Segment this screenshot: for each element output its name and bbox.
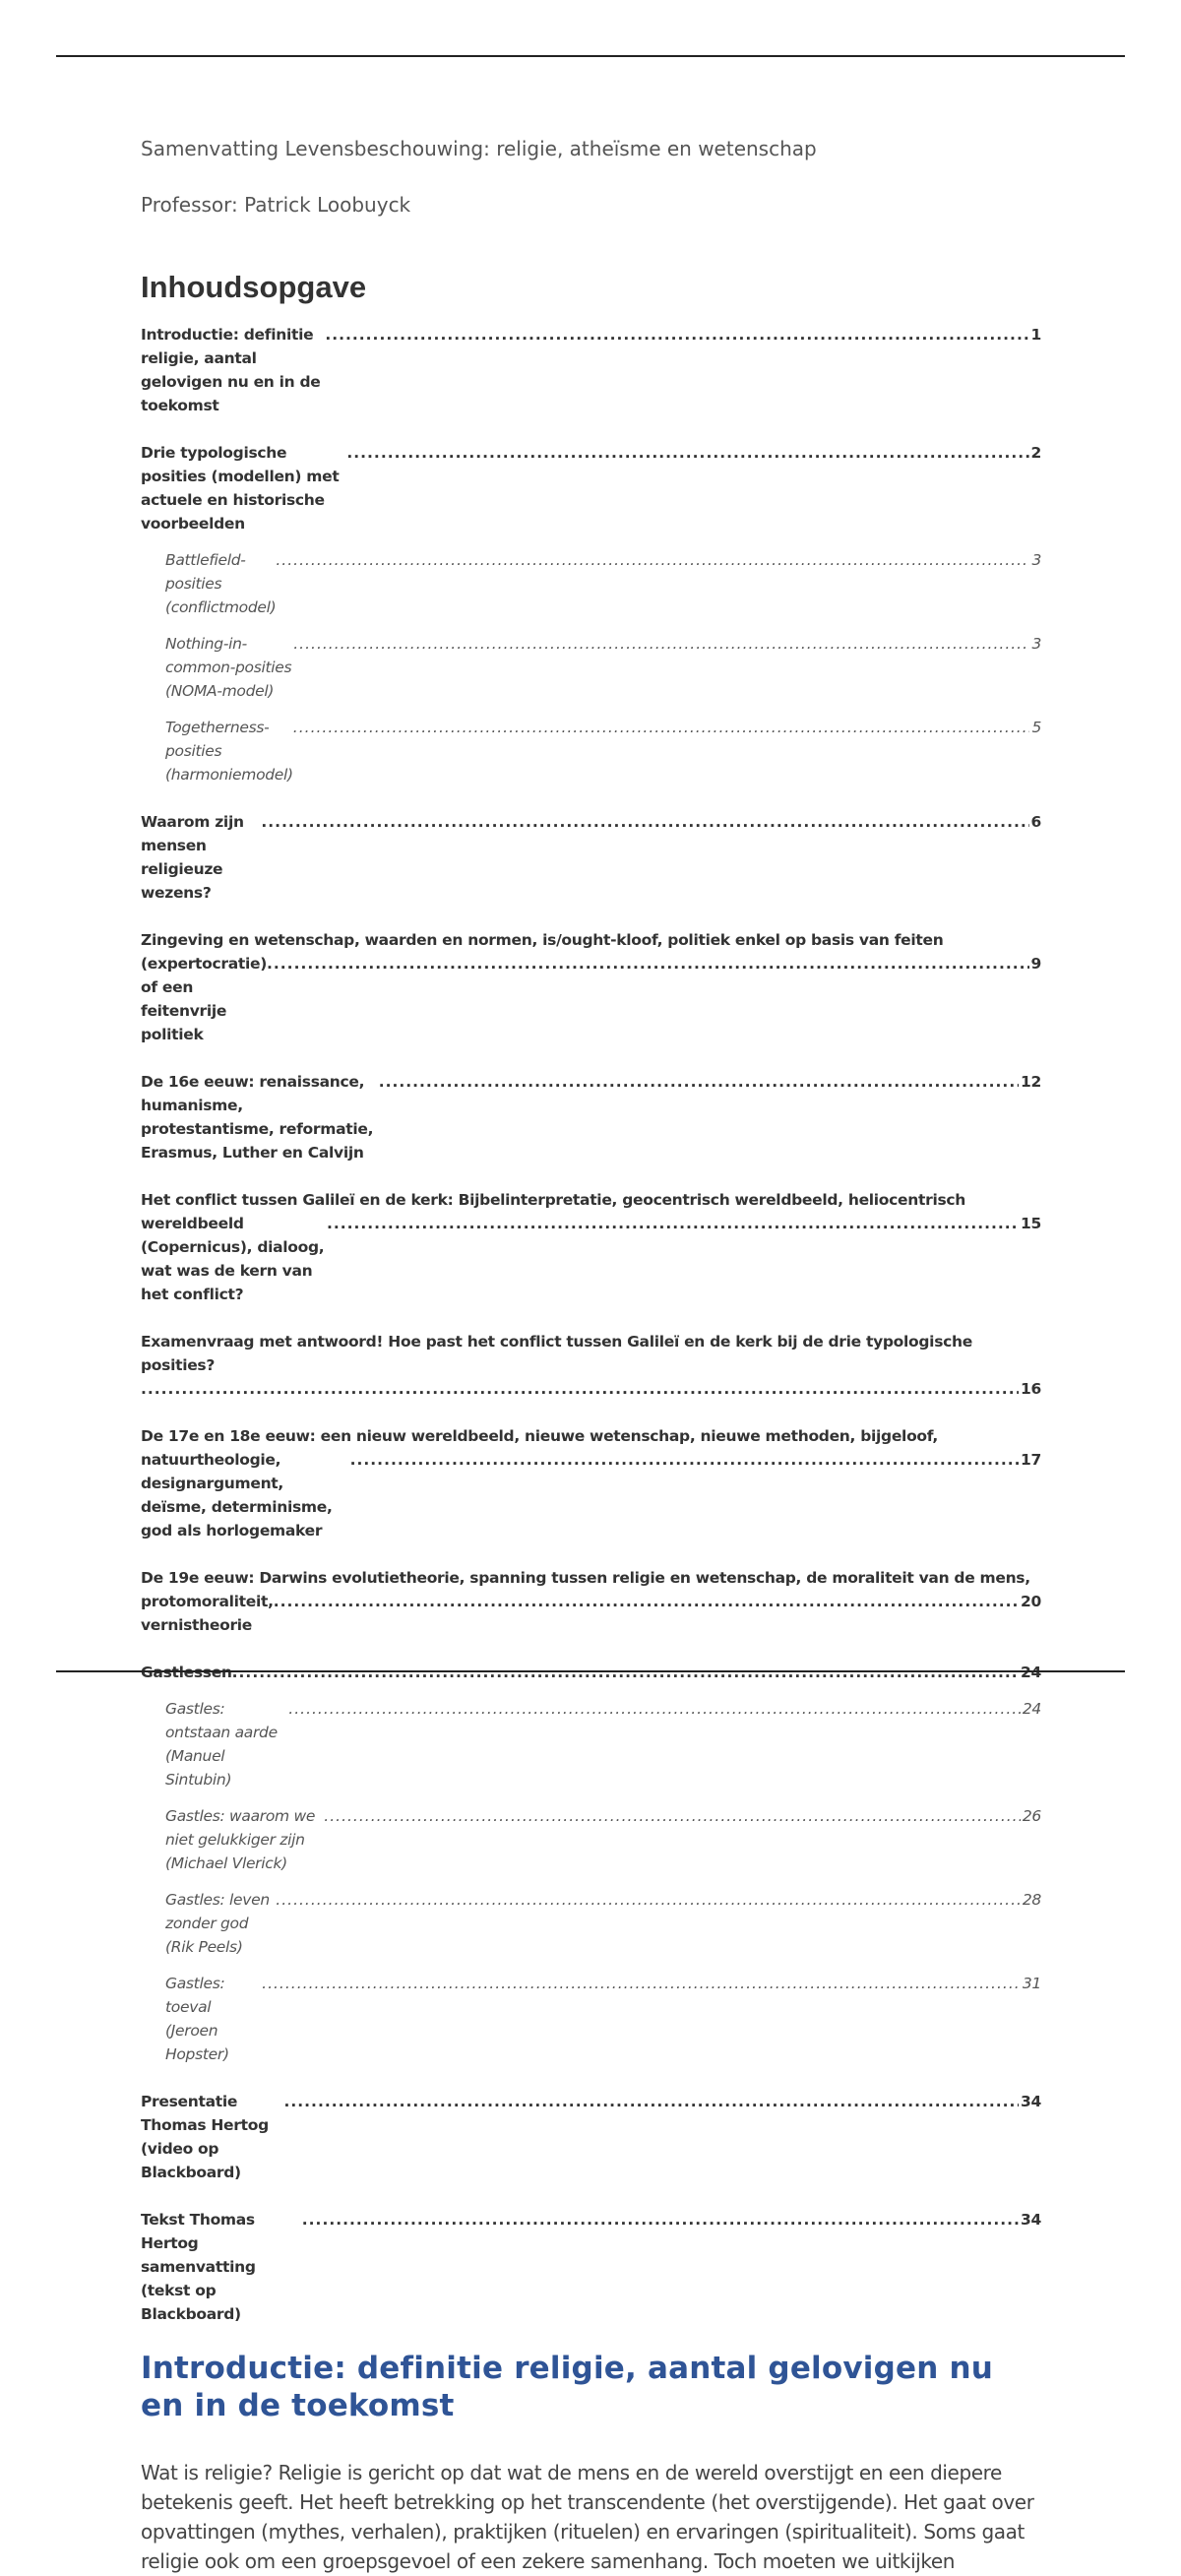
toc-dot-leader (379, 1070, 1019, 1094)
toc-dot-leader (141, 1377, 1019, 1401)
toc-entry-text: Presentatie Thomas Hertog (video op Blackboard) (141, 2093, 269, 2182)
toc-dot-leader (261, 810, 1028, 834)
toc-subentry[interactable] (141, 1888, 1041, 1959)
toc-page-number: 31 (1022, 1975, 1041, 1993)
toc-entry-line (165, 1697, 1041, 1791)
toc-entry[interactable] (141, 1188, 1041, 1306)
toc-entry-line (165, 548, 1041, 619)
toc-page-number: 6 (1030, 813, 1041, 832)
toc-dot-leader (276, 548, 1029, 572)
toc-entry[interactable] (141, 1330, 1041, 1401)
toc-dot-leader (325, 323, 1028, 346)
toc-entry-text: Gastles: ontstaan aarde (Manuel Sintubin) (165, 1700, 278, 1790)
document-title: Samenvatting Levensbeschouwing: religie, atheïsme en wetenschap (141, 137, 817, 160)
toc-entry-text: Battlefield-posities (conflictmodel) (165, 551, 277, 617)
toc-entry-text: Drie typologische posities (modellen) met actuele en historische voorbeelden (141, 444, 340, 534)
toc-page-number: 17 (1021, 1451, 1041, 1470)
toc-subentry[interactable] (141, 632, 1041, 703)
toc-entry-text: Introductie: definitie religie, aantal gelovigen nu en in de toekomst (141, 326, 321, 415)
toc-dot-leader (350, 1448, 1019, 1472)
toc-page-number: 24 (1022, 1700, 1041, 1719)
toc-entry-line (141, 441, 1041, 535)
toc-page-number: 15 (1021, 1215, 1041, 1233)
toc-entry-line (165, 716, 1041, 786)
toc-page-number: 20 (1021, 1593, 1041, 1611)
toc-entry-text: wereldbeeld (Copernicus), dialoog, wat was de kern van het conflict? (141, 1215, 325, 1304)
toc-dot-leader (284, 2090, 1020, 2113)
toc-entry-text: Gastles: waarom we niet gelukkiger zijn (Michael Vlerick) (165, 1807, 316, 1873)
toc-dot-leader (274, 1590, 1019, 1613)
toc-entry-text-line1: De 17e en 18e eeuw: een nieuw wereldbeeld, nieuwe wetenschap, nieuwe methoden, bijgeloof, (141, 1427, 938, 1446)
toc-entry-text: De 16e eeuw: renaissance, humanisme, protestantisme, reformatie, Erasmus, Luther en Calvijn (141, 1073, 374, 1162)
toc-dot-leader (346, 441, 1028, 465)
toc-page-number: 2 (1030, 444, 1041, 463)
toc-entry-text: protomoraliteit, vernistheorie (141, 1593, 274, 1635)
toc-entry-line (141, 810, 1041, 905)
toc-heading: Inhoudsopgave (141, 270, 367, 304)
toc-entry[interactable] (141, 1661, 1041, 1684)
toc-entry-text-line1: De 19e eeuw: Darwins evolutietheorie, spanning tussen religie en wetenschap, de moraliteit van de mens, (141, 1569, 1030, 1588)
toc-entry-line (141, 2090, 1041, 2184)
toc-entry-line (141, 1590, 1041, 1637)
toc-entry-line (165, 1888, 1041, 1959)
toc-page-number: 28 (1022, 1891, 1041, 1910)
toc-entry-line (165, 1804, 1041, 1875)
toc-entry[interactable] (141, 810, 1041, 905)
toc-entry[interactable] (141, 1424, 1041, 1542)
toc-entry[interactable] (141, 2208, 1041, 2326)
toc-dot-leader (276, 1888, 1021, 1912)
toc-entry-text-line1: Zingeving en wetenschap, waarden en normen, is/ought-kloof, politiek enkel op basis van feiten (141, 931, 944, 950)
toc-entry[interactable] (141, 1566, 1041, 1637)
table-of-contents (141, 323, 1041, 2326)
document-professor: Professor: Patrick Loobuyck (141, 193, 411, 217)
toc-entry-text: Gastles: toeval (Jeroen Hopster) (165, 1975, 229, 2064)
toc-dot-leader (267, 952, 1028, 975)
toc-entry-line (141, 1070, 1041, 1164)
toc-page-number: 3 (1031, 551, 1041, 570)
toc-page-number: 26 (1022, 1807, 1041, 1826)
toc-subentry[interactable] (141, 1804, 1041, 1875)
toc-entry-line (141, 1448, 1041, 1542)
toc-entry-line (141, 952, 1041, 1046)
toc-entry-line (165, 1972, 1041, 2066)
toc-entry-text: natuurtheologie, designargument, deïsme, determinisme, god als horlogemaker (141, 1451, 333, 1540)
toc-entry[interactable] (141, 441, 1041, 535)
toc-entry-text: Gastlessen (141, 1664, 232, 1682)
document-page (141, 136, 1041, 2576)
toc-entry[interactable] (141, 1070, 1041, 1164)
toc-entry-text: Nothing-in-common-posities (NOMA-model) (165, 635, 292, 701)
toc-dot-leader (324, 1804, 1021, 1828)
section-body: Wat is religie? Religie is gericht op dat wat de mens en de wereld overstijgt en een diepere betekenis geeft. Het heeft betrekking op het transcendente (het overstijgende). Het gaat over opvattingen (mythes, verhalen), praktijken (rituelen) en ervaringen (spiritualiteit). Soms gaat religie ook om een groepsgevoel of een zekere samenhang. Toch moeten we uitkijken (141, 2461, 1034, 2574)
toc-entry-line (165, 632, 1041, 703)
toc-entry-text-line1: Het conflict tussen Galileï en de kerk: Bijbelinterpretatie, geocentrisch wereldbeeld, heliocentrisch (141, 1191, 966, 1210)
toc-page-number: 16 (1021, 1380, 1041, 1399)
toc-page-number: 3 (1031, 635, 1041, 654)
toc-entry-line (141, 1377, 1041, 1401)
toc-subentry[interactable] (141, 1972, 1041, 2066)
toc-dot-leader (327, 1212, 1019, 1235)
toc-entry-line (141, 1661, 1041, 1684)
toc-entry[interactable] (141, 323, 1041, 417)
toc-entry-line (141, 1212, 1041, 1306)
section-heading: Introductie: definitie religie, aantal gelovigen nu en in de toekomst (141, 2351, 994, 2424)
toc-entry-text: Gastles: leven zonder god (Rik Peels) (165, 1891, 270, 1957)
toc-page-number: 1 (1030, 326, 1041, 345)
toc-page-number: 12 (1021, 1073, 1041, 1092)
toc-subentry[interactable] (141, 716, 1041, 786)
toc-entry[interactable] (141, 928, 1041, 1046)
toc-page-number: 34 (1021, 2093, 1041, 2111)
toc-subentry[interactable] (141, 1697, 1041, 1791)
header-rule (56, 55, 1125, 57)
toc-entry-text: (expertocratie) of een feitenvrije politiek (141, 955, 268, 1044)
toc-dot-leader (293, 716, 1030, 739)
toc-entry-line (141, 323, 1041, 417)
toc-dot-leader (262, 1972, 1021, 1995)
toc-page-number: 9 (1030, 955, 1041, 974)
toc-entry-text: Waarom zijn mensen religieuze wezens? (141, 813, 244, 903)
toc-entry-line (141, 2208, 1041, 2326)
toc-entry[interactable] (141, 2090, 1041, 2184)
toc-page-number: 24 (1021, 1664, 1041, 1682)
toc-dot-leader (302, 2208, 1019, 2231)
toc-entry-text-line1: Examenvraag met antwoord! Hoe past het conflict tussen Galileï en de kerk bij de drie typologische posities? (141, 1333, 972, 1375)
toc-dot-leader (232, 1661, 1019, 1684)
toc-dot-leader (288, 1697, 1021, 1721)
toc-subentry[interactable] (141, 548, 1041, 619)
toc-dot-leader (293, 632, 1029, 656)
toc-page-number: 5 (1031, 719, 1041, 737)
toc-entry-text: Togetherness-posities (harmoniemodel) (165, 719, 293, 785)
toc-entry-text: Tekst Thomas Hertog samenvatting (tekst op Blackboard) (141, 2211, 256, 2324)
toc-page-number: 34 (1021, 2211, 1041, 2230)
footer-rule (56, 1670, 1125, 1672)
